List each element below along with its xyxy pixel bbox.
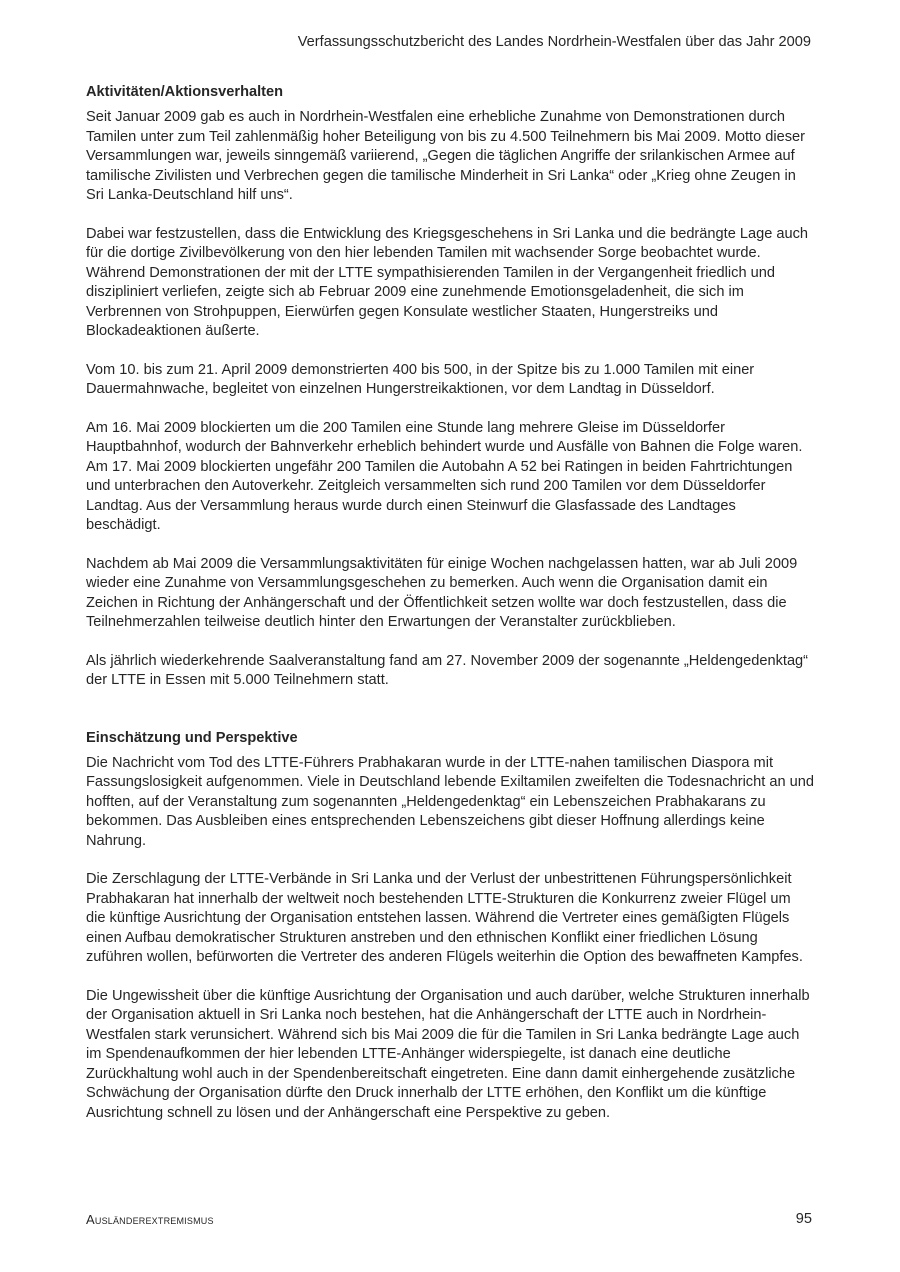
paragraph: Seit Januar 2009 gab es auch in Nordrhein-Westfalen eine erhebliche Zunahme von Demonstrationen durch Tamilen unter zum Teil zahlenmäßig hoher Beteiligung von bis zu 4.500 Teilnehmern bis Mai 2009. Motto dieser Versammlungen war, jeweils sinngemäß variierend, „Gegen die täglichen Angriffe der srilankischen Armee auf tamilische Zivilisten und Verbrechen gegen die tamilische Minderheit in Sri Lanka“ oder „Krieg ohne Zeugen in Sri Lanka-Deutschland hilf uns“. [86, 109, 806, 203]
paragraph: Als jährlich wiederkehrende Saalveranstaltung fand am 27. November 2009 der sogenannte „Heldengedenktag“ der LTTE in Essen mit 5.000 Teilnehmern statt. [86, 652, 809, 688]
paragraph: Vom 10. bis zum 21. April 2009 demonstrierten 400 bis 500, in der Spitze bis zu 1.000 Tamilen mit einer Dauermahnwache, begleitet von einzelnen Hungerstreikaktionen, vor dem Landtag in Düsseldorf. [86, 361, 755, 397]
section-assessment [86, 728, 814, 1124]
paragraph: Dabei war festzustellen, dass die Entwicklung des Kriegsgeschehens in Sri Lanka und die bedrängte Lage auch für die dortige Zivilbevölkerung von den hier lebenden Tamilen mit wachsender Sorge beobachtet wurde. Während Demonstrationen der mit der LTTE sympathisierenden Tamilen in der Vergangenheit friedlich und diszipliniert verliefen, zeigte sich ab Februar 2009 eine zunehmende Emotionsgeladenheit, die sich im Verbrennen von Strohpuppen, Eierwürfen gegen Konsulate westlicher Staaten, Hungerstreiks und Blockadeaktionen äußerte. [86, 225, 809, 339]
paragraph: Nachdem ab Mai 2009 die Versammlungsaktivitäten für einige Wochen nachgelassen hatten, war ab Juli 2009 wieder eine Zunahme von Versammlungsgeschehen zu bemerken. Auch wenn die Organisation damit ein Zeichen in Richtung der Anhängerschaft und der Öffentlichkeit setzen wollte war doch festzustellen, dass die Teilnehmerzahlen teilweise deutlich hinter den Erwartungen der Veranstalter zurückblieben. [86, 555, 798, 630]
page-number: 95 [795, 1211, 812, 1227]
paragraph: Die Ungewissheit über die künftige Ausrichtung der Organisation und auch darüber, welche Strukturen innerhalb der Organisation aktuell in Sri Lanka noch bestehen, hat die Anhängerschaft der LTTE auch in Nordrhein-Westfalen stark verunsichert. Während sich bis Mai 2009 die für die Tamilen in Sri Lanka bedrängte Lage auch im Spendenaufkommen der hier lebenden LTTE-Anhänger widerspiegelte, ist danach eine deutliche Zurückhaltung wohl auch in der Spendenbereitschaft eingetreten. Eine dann damit einhergehende zusätzliche Schwächung der Organisation dürfte den Druck innerhalb der LTTE erhöhen, den Konflikt um die künftige Ausrichtung schnell zu lösen und der Anhängerschaft eine Perspektive zu geben. [86, 987, 810, 1121]
footer-chapter-title: Ausländerextremismus [86, 1212, 214, 1227]
page-content [86, 82, 814, 1142]
running-header: Verfassungsschutzbericht des Landes Nordrhein-Westfalen über das Jahr 2009 [297, 34, 811, 50]
section-activities [86, 82, 814, 691]
section-heading: Einschätzung und Perspektive [86, 729, 298, 746]
paragraph: Am 16. Mai 2009 blockierten um die 200 Tamilen eine Stunde lang mehrere Gleise im Düsseldorfer Hauptbahnhof, wodurch der Bahnverkehr erheblich behindert wurde und Ausfälle von Bahnen die Folge waren. Am 17. Mai 2009 blockierten ungefähr 200 Tamilen die Autobahn A 52 bei Ratingen in beiden Fahrtrichtungen und unterbrachen den Autoverkehr. Zeitgleich versammelten sich rund 200 Tamilen vor dem Düsseldorfer Landtag. Aus der Versammlung heraus wurde durch einen Steinwurf die Glasfassade des Landtages beschädigt. [86, 419, 803, 533]
paragraph: Die Zerschlagung der LTTE-Verbände in Sri Lanka und der Verlust der unbestrittenen Führungspersönlichkeit Prabhakaran hat innerhalb der weltweit noch bestehenden LTTE-Strukturen die Konkurrenz zweier Flügel um die künftige Ausrichtung der Organisation entstehen lassen. Während die Vertreter eines gemäßigten Flügels einen Aufbau demokratischer Strukturen anstreben und den ethnischen Konflikt einer friedlichen Lösung zuführen wollen, befürworten die Vertreter des anderen Flügels weiterhin die Option des bewaffneten Kampfes. [86, 871, 803, 965]
section-spacer [86, 691, 814, 728]
section-heading: Aktivitäten/Aktionsverhalten [86, 84, 284, 100]
paragraph: Die Nachricht vom Tod des LTTE-Führers Prabhakaran wurde in der LTTE-nahen tamilischen Diaspora mit Fassungslosigkeit aufgenommen. Viele in Deutschland lebende Exiltamilen zweifelten die Todesnachricht an und hofften, auf der Veranstaltung zum sogenannten „Heldengedenktag“ ein Lebenszeichen Prabhakarans zu bekommen. Das Ausbleiben eines entsprechenden Lebenszeichens gibt dieser Hoffnung allerdings keine Nahrung. [86, 754, 814, 849]
